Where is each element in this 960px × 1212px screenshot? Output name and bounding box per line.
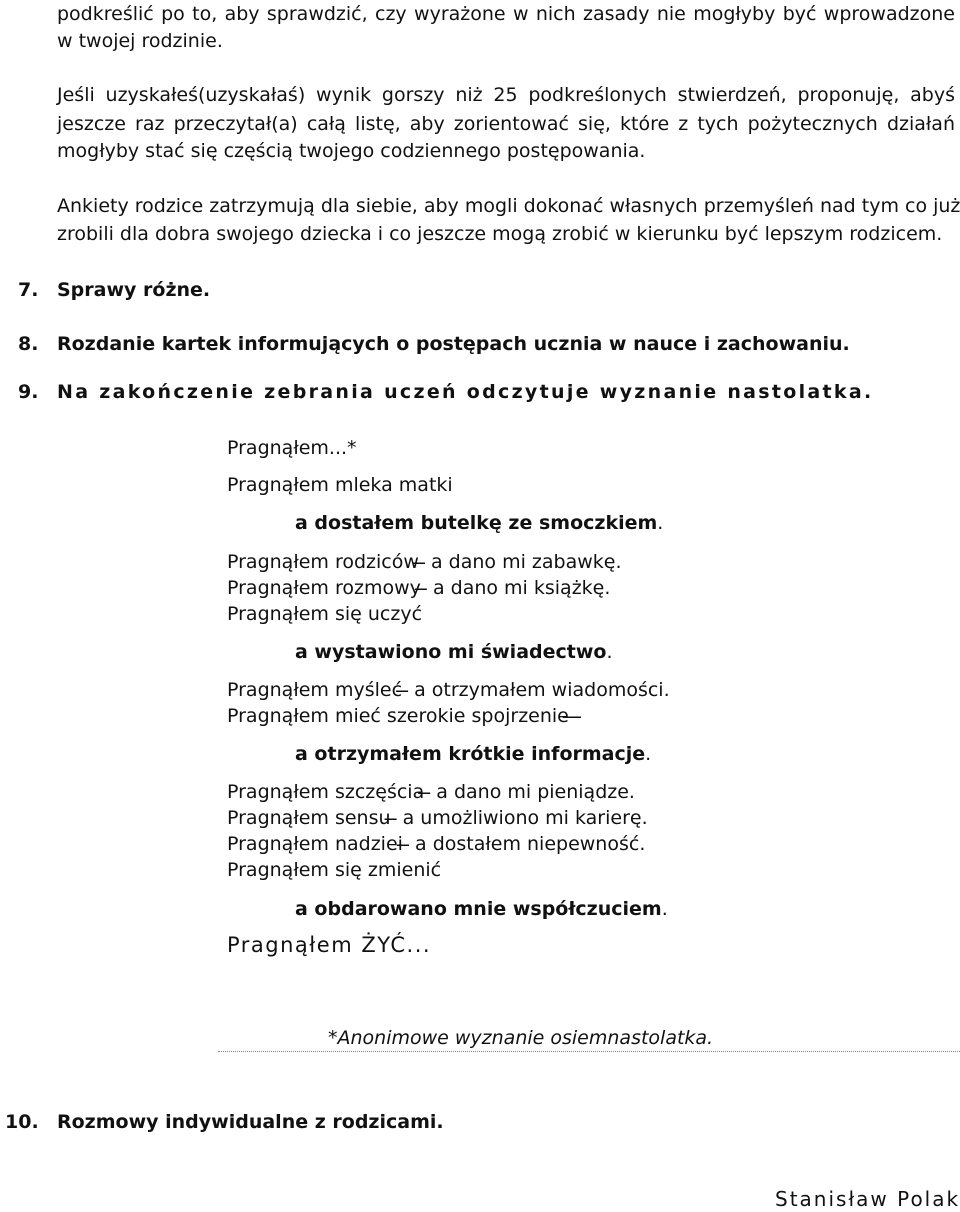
para-score-line-3: mogłyby stać się częścią twojego codziennego postępowania. xyxy=(57,140,646,162)
item-10-title: Rozmowy indywidualne z rodzicami. xyxy=(57,1111,444,1133)
author-signature: Stanisław Polak xyxy=(775,1187,960,1211)
poem-line-15-period: . xyxy=(661,898,668,920)
para-score-line-1: Jeśli uzyskałeś(uzyskałaś) wynik gorszy niż 25 podkreślonych stwierdzeń, proponuję, abyś xyxy=(57,84,955,106)
poem-line-14: Pragnąłem się zmienić xyxy=(227,859,442,881)
poem-line-2: Pragnąłem mleka matki xyxy=(227,474,453,496)
poem-line-7-wrap xyxy=(295,640,613,664)
poem-line-5: Pragnąłem rozmowy ̶ a dano mi książkę. xyxy=(227,577,611,599)
item-7-number: 7. xyxy=(18,279,39,301)
poem-line-16: Pragnąłem ŻYĆ... xyxy=(227,933,432,957)
para-surveys-line-2: zrobili dla dobra swojego dziecka i co jeszcze mogą zrobić w kierunku być lepszym rodzicem. xyxy=(57,223,943,245)
item-8-number: 8. xyxy=(18,333,39,355)
poem-line-10-period: . xyxy=(645,743,652,765)
poem-line-1: Pragnąłem...* xyxy=(227,437,357,459)
poem-line-9: Pragnąłem mieć szerokie spojrzenie ̶ ̶ xyxy=(227,705,581,727)
poem-line-10-wrap xyxy=(295,742,651,766)
footnote-divider xyxy=(218,1051,960,1052)
para-intro-line-2: w twojej rodzinie. xyxy=(57,30,223,52)
item-9-number: 9. xyxy=(18,381,39,403)
poem-line-10: a otrzymałem krótkie informacje xyxy=(295,743,646,765)
poem-line-11: Pragnąłem szczęścia ̶ a dano mi pieniądze. xyxy=(227,781,635,803)
poem-line-3: a dostałem butelkę ze smoczkiem xyxy=(295,512,658,534)
poem-line-7: a wystawiono mi świadectwo xyxy=(295,641,607,663)
poem-line-15: a obdarowano mnie współczuciem xyxy=(295,898,662,920)
poem-line-6: Pragnąłem się uczyć xyxy=(227,603,423,625)
poem-line-3-period: . xyxy=(657,512,664,534)
poem-line-13: Pragnąłem nadziei ̶ a dostałem niepewność. xyxy=(227,833,646,855)
para-surveys-line-1: Ankiety rodzice zatrzymują dla siebie, aby mogli dokonać własnych przemyśleń nad tym co już xyxy=(57,195,960,217)
poem-line-3-wrap xyxy=(295,511,663,535)
poem-line-4: Pragnąłem rodziców ̶ a dano mi zabawkę. xyxy=(227,551,622,573)
para-intro-line-1: podkreślić po to, aby sprawdzić, czy wyrażone w nich zasady nie mogłyby być wprowadzone xyxy=(57,3,955,25)
item-8-title: Rozdanie kartek informujących o postępach ucznia w nauce i zachowaniu. xyxy=(57,333,850,355)
item-9-title: Na zakończenie zebrania uczeń odczytuje wyznanie nastolatka. xyxy=(57,381,874,403)
poem-line-12: Pragnąłem sensu ̶ a umożliwiono mi karierę. xyxy=(227,807,648,829)
item-10-number: 10. xyxy=(5,1111,39,1133)
footnote: *Anonimowe wyznanie osiemnastolatka. xyxy=(328,1027,714,1049)
poem-line-7-period: . xyxy=(606,641,613,663)
poem-line-15-wrap xyxy=(295,897,668,921)
poem-line-8: Pragnąłem myśleć ̶ a otrzymałem wiadomości. xyxy=(227,679,670,701)
item-7-title: Sprawy różne. xyxy=(57,279,211,301)
para-score-line-2: jeszcze raz przeczytał(a) całą listę, aby zorientować się, które z tych pożytecznych działań xyxy=(57,113,955,135)
